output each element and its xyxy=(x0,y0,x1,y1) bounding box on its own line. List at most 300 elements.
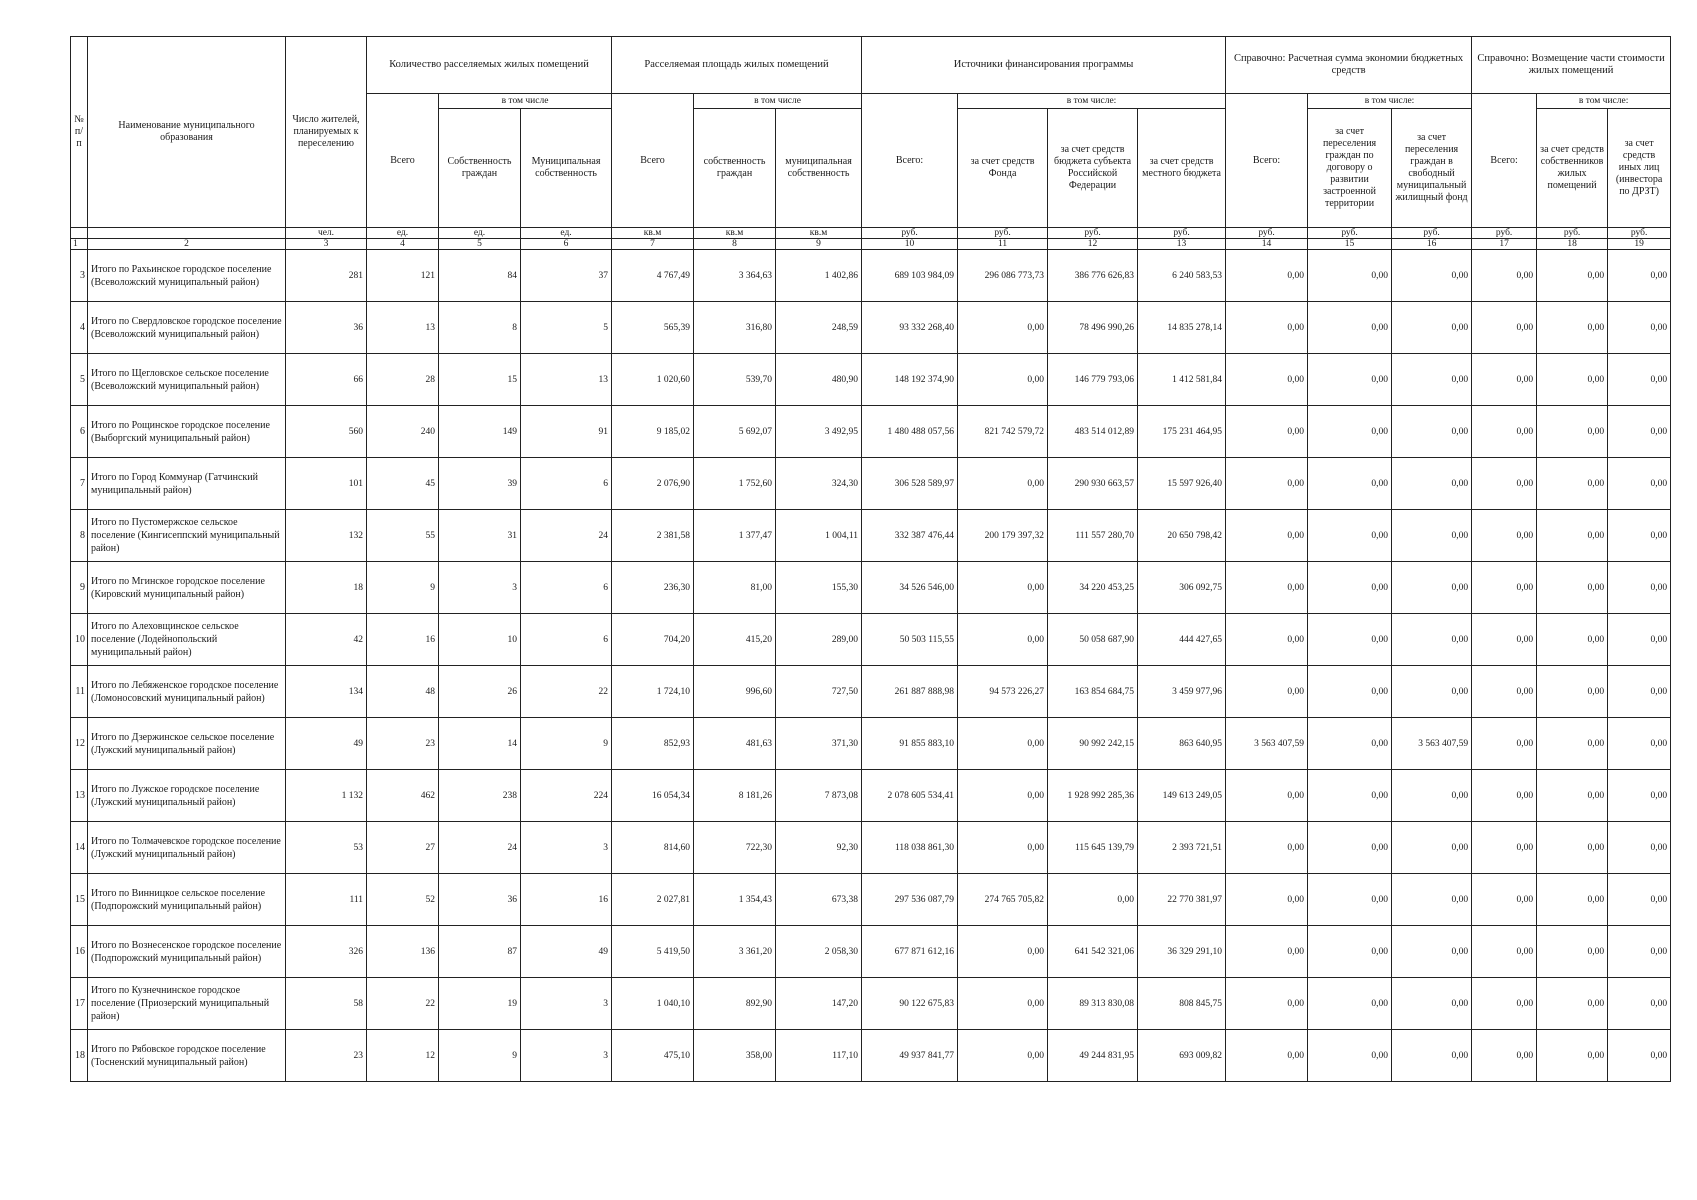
municipality-name-cell: Итого по Свердловское городское поселение (Всеволожский муниципальный район) xyxy=(88,302,286,354)
value-cell: 0,00 xyxy=(1392,302,1472,354)
value-cell: 852,93 xyxy=(612,718,694,770)
value-cell: 0,00 xyxy=(1472,406,1537,458)
column-number-cell: 10 xyxy=(862,239,958,250)
value-cell: 0,00 xyxy=(1392,250,1472,302)
value-cell: 0,00 xyxy=(1308,666,1392,718)
unit-cell: кв.м xyxy=(612,228,694,239)
value-cell: 0,00 xyxy=(1472,1030,1537,1082)
value-cell: 673,38 xyxy=(776,874,862,926)
column-number-cell: 3 xyxy=(286,239,367,250)
value-cell: 14 xyxy=(439,718,521,770)
value-cell: 0,00 xyxy=(958,614,1048,666)
value-cell: 0,00 xyxy=(958,562,1048,614)
value-cell: 0,00 xyxy=(1537,718,1608,770)
area-including-header: в том числе xyxy=(694,94,862,109)
column-number-cell: 11 xyxy=(958,239,1048,250)
value-cell: 0,00 xyxy=(1472,666,1537,718)
value-cell: 0,00 xyxy=(1472,510,1537,562)
value-cell: 0,00 xyxy=(1537,614,1608,666)
municipality-name-cell: Итого по Рощинское городское поселение (Выборгский муниципальный район) xyxy=(88,406,286,458)
value-cell: 6 xyxy=(521,458,612,510)
group-economy-header: Справочно: Расчетная сумма экономии бюджетных средств xyxy=(1226,37,1472,94)
value-cell: 0,00 xyxy=(1608,510,1671,562)
value-cell: 2 078 605 534,41 xyxy=(862,770,958,822)
table-row xyxy=(71,1030,1671,1082)
value-cell: 565,39 xyxy=(612,302,694,354)
value-cell: 0,00 xyxy=(1608,562,1671,614)
value-cell: 0,00 xyxy=(1608,874,1671,926)
table-row xyxy=(71,978,1671,1030)
value-cell: 0,00 xyxy=(1308,822,1392,874)
value-cell: 0,00 xyxy=(1537,1030,1608,1082)
value-cell: 0,00 xyxy=(1226,770,1308,822)
column-number-cell: 1 xyxy=(71,239,88,250)
value-cell: 1 928 992 285,36 xyxy=(1048,770,1138,822)
value-cell: 0,00 xyxy=(1608,978,1671,1030)
column-number-cell: 12 xyxy=(1048,239,1138,250)
value-cell: 91 855 883,10 xyxy=(862,718,958,770)
value-cell: 0,00 xyxy=(958,822,1048,874)
unit-cell: руб. xyxy=(1048,228,1138,239)
value-cell: 7 873,08 xyxy=(776,770,862,822)
value-cell: 1 480 488 057,56 xyxy=(862,406,958,458)
value-cell: 704,20 xyxy=(612,614,694,666)
value-cell: 132 xyxy=(286,510,367,562)
column-number-cell: 15 xyxy=(1308,239,1392,250)
value-cell: 0,00 xyxy=(1608,458,1671,510)
value-cell: 0,00 xyxy=(1537,822,1608,874)
value-cell: 24 xyxy=(521,510,612,562)
value-cell: 1 020,60 xyxy=(612,354,694,406)
count-municipal-header: Муниципальная собственность xyxy=(521,109,612,228)
value-cell: 155,30 xyxy=(776,562,862,614)
value-cell: 90 992 242,15 xyxy=(1048,718,1138,770)
value-cell: 677 871 612,16 xyxy=(862,926,958,978)
value-cell: 149 613 249,05 xyxy=(1138,770,1226,822)
value-cell: 0,00 xyxy=(958,718,1048,770)
row-number-cell: 11 xyxy=(71,666,88,718)
value-cell: 16 xyxy=(521,874,612,926)
value-cell: 0,00 xyxy=(1392,614,1472,666)
row-number-cell: 4 xyxy=(71,302,88,354)
value-cell: 0,00 xyxy=(1226,822,1308,874)
value-cell: 42 xyxy=(286,614,367,666)
value-cell: 175 231 464,95 xyxy=(1138,406,1226,458)
table-row xyxy=(71,666,1671,718)
area-municipal-header: муниципальная собственность xyxy=(776,109,862,228)
value-cell: 0,00 xyxy=(1392,874,1472,926)
value-cell: 0,00 xyxy=(958,354,1048,406)
unit-cell: руб. xyxy=(1308,228,1392,239)
value-cell: 0,00 xyxy=(1392,458,1472,510)
value-cell: 1 752,60 xyxy=(694,458,776,510)
group-count-header: Количество расселяемых жилых помещений xyxy=(367,37,612,94)
value-cell: 727,50 xyxy=(776,666,862,718)
value-cell: 1 132 xyxy=(286,770,367,822)
column-number-cell: 17 xyxy=(1472,239,1537,250)
value-cell: 3 492,95 xyxy=(776,406,862,458)
value-cell: 55 xyxy=(367,510,439,562)
municipality-name-cell: Итого по Кузнечнинское городское поселение (Приозерский муниципальный район) xyxy=(88,978,286,1030)
value-cell: 37 xyxy=(521,250,612,302)
row-number-cell: 6 xyxy=(71,406,88,458)
value-cell: 14 835 278,14 xyxy=(1138,302,1226,354)
value-cell: 0,00 xyxy=(1608,822,1671,874)
value-cell: 87 xyxy=(439,926,521,978)
column-number-cell: 13 xyxy=(1138,239,1226,250)
unit-cell: ед. xyxy=(367,228,439,239)
value-cell: 1 377,47 xyxy=(694,510,776,562)
row-number-cell: 8 xyxy=(71,510,88,562)
value-cell: 0,00 xyxy=(1472,978,1537,1030)
value-cell: 3 563 407,59 xyxy=(1392,718,1472,770)
table-header xyxy=(71,37,1671,250)
value-cell: 0,00 xyxy=(1608,770,1671,822)
municipality-name-cell: Итого по Толмачевское городское поселение (Лужский муниципальный район) xyxy=(88,822,286,874)
municipality-name-cell: Итого по Город Коммунар (Гатчинский муниципальный район) xyxy=(88,458,286,510)
value-cell: 101 xyxy=(286,458,367,510)
value-cell: 16 xyxy=(367,614,439,666)
value-cell: 24 xyxy=(439,822,521,874)
table-row xyxy=(71,458,1671,510)
value-cell: 3 361,20 xyxy=(694,926,776,978)
value-cell: 0,00 xyxy=(1537,874,1608,926)
value-cell: 0,00 xyxy=(1608,406,1671,458)
value-cell: 27 xyxy=(367,822,439,874)
value-cell: 50 503 115,55 xyxy=(862,614,958,666)
value-cell: 296 086 773,73 xyxy=(958,250,1048,302)
value-cell: 36 xyxy=(286,302,367,354)
table-row xyxy=(71,822,1671,874)
value-cell: 371,30 xyxy=(776,718,862,770)
value-cell: 49 xyxy=(286,718,367,770)
value-cell: 6 xyxy=(521,614,612,666)
econ-contract-header: за счет переселения граждан по договору о развитии застроенной территории xyxy=(1308,109,1392,228)
value-cell: 3 364,63 xyxy=(694,250,776,302)
value-cell: 560 xyxy=(286,406,367,458)
value-cell: 0,00 xyxy=(1608,250,1671,302)
value-cell: 0,00 xyxy=(1392,354,1472,406)
value-cell: 0,00 xyxy=(1226,926,1308,978)
value-cell: 0,00 xyxy=(1308,510,1392,562)
value-cell: 0,00 xyxy=(1226,250,1308,302)
municipality-name-cell: Итого по Алеховщинское сельское поселение (Лодейнопольский муниципальный район) xyxy=(88,614,286,666)
table-row xyxy=(71,354,1671,406)
municipality-name-cell: Итого по Дзержинское сельское поселение (Лужский муниципальный район) xyxy=(88,718,286,770)
column-number-cell: 8 xyxy=(694,239,776,250)
value-cell: 2 076,90 xyxy=(612,458,694,510)
value-cell: 2 393 721,51 xyxy=(1138,822,1226,874)
value-cell: 444 427,65 xyxy=(1138,614,1226,666)
value-cell: 4 767,49 xyxy=(612,250,694,302)
column-number-cell: 18 xyxy=(1537,239,1608,250)
value-cell: 52 xyxy=(367,874,439,926)
value-cell: 28 xyxy=(367,354,439,406)
unit-cell: руб. xyxy=(1392,228,1472,239)
value-cell: 0,00 xyxy=(1308,458,1392,510)
value-cell: 462 xyxy=(367,770,439,822)
value-cell: 0,00 xyxy=(1608,718,1671,770)
value-cell: 0,00 xyxy=(1308,562,1392,614)
value-cell: 9 xyxy=(367,562,439,614)
table-row xyxy=(71,302,1671,354)
row-number-cell: 15 xyxy=(71,874,88,926)
value-cell: 236,30 xyxy=(612,562,694,614)
value-cell: 297 536 087,79 xyxy=(862,874,958,926)
municipality-name-cell: Итого по Лужское городское поселение (Лужский муниципальный район) xyxy=(88,770,286,822)
value-cell: 31 xyxy=(439,510,521,562)
value-cell: 0,00 xyxy=(1392,770,1472,822)
row-number-cell: 10 xyxy=(71,614,88,666)
value-cell: 0,00 xyxy=(1537,978,1608,1030)
value-cell: 6 240 583,53 xyxy=(1138,250,1226,302)
value-cell: 8 181,26 xyxy=(694,770,776,822)
value-cell: 22 xyxy=(521,666,612,718)
fin-fund-header: за счет средств Фонда xyxy=(958,109,1048,228)
value-cell: 0,00 xyxy=(1392,666,1472,718)
value-cell: 22 xyxy=(367,978,439,1030)
value-cell: 261 887 888,98 xyxy=(862,666,958,718)
value-cell: 111 xyxy=(286,874,367,926)
municipality-name-cell: Итого по Винницкое сельское поселение (Подпорожский муниципальный район) xyxy=(88,874,286,926)
table-row xyxy=(71,614,1671,666)
value-cell: 92,30 xyxy=(776,822,862,874)
comp-total-header: Всего: xyxy=(1472,94,1537,228)
value-cell: 0,00 xyxy=(1472,250,1537,302)
value-cell: 1 402,86 xyxy=(776,250,862,302)
value-cell: 3 xyxy=(439,562,521,614)
econ-total-header: Всего: xyxy=(1226,94,1308,228)
value-cell: 3 xyxy=(521,822,612,874)
column-number-cell: 4 xyxy=(367,239,439,250)
value-cell: 539,70 xyxy=(694,354,776,406)
value-cell: 274 765 705,82 xyxy=(958,874,1048,926)
value-cell: 415,20 xyxy=(694,614,776,666)
table-body xyxy=(71,250,1671,1082)
value-cell: 0,00 xyxy=(1537,770,1608,822)
value-cell: 814,60 xyxy=(612,822,694,874)
value-cell: 3 563 407,59 xyxy=(1226,718,1308,770)
comp-owners-header: за счет средств собственников жилых помещений xyxy=(1537,109,1608,228)
value-cell: 93 332 268,40 xyxy=(862,302,958,354)
area-private-header: собственность граждан xyxy=(694,109,776,228)
value-cell: 0,00 xyxy=(1226,458,1308,510)
value-cell: 94 573 226,27 xyxy=(958,666,1048,718)
column-number-cell: 5 xyxy=(439,239,521,250)
value-cell: 290 930 663,57 xyxy=(1048,458,1138,510)
value-cell: 281 xyxy=(286,250,367,302)
value-cell: 0,00 xyxy=(1472,718,1537,770)
value-cell: 50 058 687,90 xyxy=(1048,614,1138,666)
value-cell: 289,00 xyxy=(776,614,862,666)
value-cell: 49 937 841,77 xyxy=(862,1030,958,1082)
unit-cell: руб. xyxy=(862,228,958,239)
value-cell: 16 054,34 xyxy=(612,770,694,822)
value-cell: 689 103 984,09 xyxy=(862,250,958,302)
value-cell: 0,00 xyxy=(1308,770,1392,822)
value-cell: 147,20 xyxy=(776,978,862,1030)
value-cell: 0,00 xyxy=(1472,822,1537,874)
value-cell: 118 038 861,30 xyxy=(862,822,958,874)
value-cell: 2 058,30 xyxy=(776,926,862,978)
econ-including-header: в том числе: xyxy=(1308,94,1472,109)
row-number-cell: 14 xyxy=(71,822,88,874)
col-no-header: № п/п xyxy=(71,37,88,228)
value-cell: 821 742 579,72 xyxy=(958,406,1048,458)
value-cell: 0,00 xyxy=(1537,666,1608,718)
value-cell: 0,00 xyxy=(1226,1030,1308,1082)
group-area-header: Расселяемая площадь жилых помещений xyxy=(612,37,862,94)
value-cell: 121 xyxy=(367,250,439,302)
group-financing-header: Источники финансирования программы xyxy=(862,37,1226,94)
value-cell: 326 xyxy=(286,926,367,978)
value-cell: 89 313 830,08 xyxy=(1048,978,1138,1030)
value-cell: 332 387 476,44 xyxy=(862,510,958,562)
value-cell: 483 514 012,89 xyxy=(1048,406,1138,458)
value-cell: 15 xyxy=(439,354,521,406)
value-cell: 0,00 xyxy=(958,302,1048,354)
value-cell: 49 xyxy=(521,926,612,978)
resettlement-table xyxy=(70,36,1671,1082)
value-cell: 0,00 xyxy=(1226,666,1308,718)
value-cell: 0,00 xyxy=(1392,406,1472,458)
value-cell: 0,00 xyxy=(1308,1030,1392,1082)
value-cell: 0,00 xyxy=(1226,302,1308,354)
row-number-cell: 12 xyxy=(71,718,88,770)
value-cell: 0,00 xyxy=(1392,822,1472,874)
value-cell: 34 220 453,25 xyxy=(1048,562,1138,614)
unit-cell-empty xyxy=(71,228,88,239)
value-cell: 892,90 xyxy=(694,978,776,1030)
value-cell: 863 640,95 xyxy=(1138,718,1226,770)
row-number-cell: 16 xyxy=(71,926,88,978)
column-numbers-row xyxy=(71,239,1671,250)
value-cell: 20 650 798,42 xyxy=(1138,510,1226,562)
row-number-cell: 7 xyxy=(71,458,88,510)
value-cell: 136 xyxy=(367,926,439,978)
value-cell: 0,00 xyxy=(1308,614,1392,666)
value-cell: 324,30 xyxy=(776,458,862,510)
row-number-cell: 17 xyxy=(71,978,88,1030)
fin-subject-header: за счет средств бюджета субъекта Российской Федерации xyxy=(1048,109,1138,228)
value-cell: 0,00 xyxy=(1608,1030,1671,1082)
value-cell: 146 779 793,06 xyxy=(1048,354,1138,406)
count-including-header: в том числе xyxy=(439,94,612,109)
value-cell: 306 528 589,97 xyxy=(862,458,958,510)
table-row xyxy=(71,510,1671,562)
value-cell: 240 xyxy=(367,406,439,458)
value-cell: 3 459 977,96 xyxy=(1138,666,1226,718)
fin-local-header: за счет средств местного бюджета xyxy=(1138,109,1226,228)
value-cell: 248,59 xyxy=(776,302,862,354)
row-number-cell: 9 xyxy=(71,562,88,614)
row-number-cell: 13 xyxy=(71,770,88,822)
value-cell: 163 854 684,75 xyxy=(1048,666,1138,718)
value-cell: 45 xyxy=(367,458,439,510)
municipality-name-cell: Итого по Пустомержское сельское поселение (Кингисеппский муниципальный район) xyxy=(88,510,286,562)
municipality-name-cell: Итого по Рябовское городское поселение (Тосненский муниципальный район) xyxy=(88,1030,286,1082)
value-cell: 0,00 xyxy=(1537,510,1608,562)
value-cell: 23 xyxy=(367,718,439,770)
unit-cell-empty xyxy=(88,228,286,239)
value-cell: 0,00 xyxy=(1472,458,1537,510)
table-row xyxy=(71,250,1671,302)
value-cell: 0,00 xyxy=(1537,458,1608,510)
comp-others-header: за счет средств иных лиц (инвестора по ДРЗТ) xyxy=(1608,109,1671,228)
value-cell: 641 542 321,06 xyxy=(1048,926,1138,978)
value-cell: 0,00 xyxy=(1472,926,1537,978)
value-cell: 84 xyxy=(439,250,521,302)
value-cell: 49 244 831,95 xyxy=(1048,1030,1138,1082)
value-cell: 0,00 xyxy=(1392,926,1472,978)
value-cell: 2 027,81 xyxy=(612,874,694,926)
value-cell: 200 179 397,32 xyxy=(958,510,1048,562)
value-cell: 36 329 291,10 xyxy=(1138,926,1226,978)
value-cell: 111 557 280,70 xyxy=(1048,510,1138,562)
value-cell: 0,00 xyxy=(1472,354,1537,406)
unit-cell: руб. xyxy=(1226,228,1308,239)
value-cell: 8 xyxy=(439,302,521,354)
value-cell: 0,00 xyxy=(1472,302,1537,354)
value-cell: 693 009,82 xyxy=(1138,1030,1226,1082)
fin-total-header: Всего: xyxy=(862,94,958,228)
unit-cell: руб. xyxy=(958,228,1048,239)
value-cell: 90 122 675,83 xyxy=(862,978,958,1030)
value-cell: 808 845,75 xyxy=(1138,978,1226,1030)
value-cell: 386 776 626,83 xyxy=(1048,250,1138,302)
value-cell: 0,00 xyxy=(1472,614,1537,666)
value-cell: 316,80 xyxy=(694,302,776,354)
row-number-cell: 3 xyxy=(71,250,88,302)
count-total-header: Всего xyxy=(367,94,439,228)
value-cell: 10 xyxy=(439,614,521,666)
value-cell: 0,00 xyxy=(1308,406,1392,458)
table-row xyxy=(71,562,1671,614)
value-cell: 13 xyxy=(367,302,439,354)
value-cell: 48 xyxy=(367,666,439,718)
unit-cell: руб. xyxy=(1138,228,1226,239)
value-cell: 19 xyxy=(439,978,521,1030)
value-cell: 0,00 xyxy=(1472,874,1537,926)
value-cell: 1 004,11 xyxy=(776,510,862,562)
value-cell: 9 xyxy=(439,1030,521,1082)
count-private-header: Собственность граждан xyxy=(439,109,521,228)
value-cell: 1 040,10 xyxy=(612,978,694,1030)
value-cell: 12 xyxy=(367,1030,439,1082)
value-cell: 0,00 xyxy=(958,926,1048,978)
value-cell: 3 xyxy=(521,1030,612,1082)
municipality-name-cell: Итого по Мгинское городское поселение (Кировский муниципальный район) xyxy=(88,562,286,614)
value-cell: 66 xyxy=(286,354,367,406)
value-cell: 0,00 xyxy=(1608,666,1671,718)
value-cell: 475,10 xyxy=(612,1030,694,1082)
value-cell: 0,00 xyxy=(1392,978,1472,1030)
group-compensation-header: Справочно: Возмещение части стоимости жилых помещений xyxy=(1472,37,1671,94)
value-cell: 358,00 xyxy=(694,1030,776,1082)
value-cell: 238 xyxy=(439,770,521,822)
value-cell: 22 770 381,97 xyxy=(1138,874,1226,926)
table-row xyxy=(71,718,1671,770)
value-cell: 34 526 546,00 xyxy=(862,562,958,614)
resettlement-table-sheet xyxy=(70,36,1670,1082)
value-cell: 78 496 990,26 xyxy=(1048,302,1138,354)
value-cell: 0,00 xyxy=(1537,926,1608,978)
value-cell: 480,90 xyxy=(776,354,862,406)
econ-free-header: за счет переселения граждан в свободный муниципальный жилищный фонд xyxy=(1392,109,1472,228)
unit-cell: ед. xyxy=(521,228,612,239)
value-cell: 0,00 xyxy=(1608,302,1671,354)
value-cell: 0,00 xyxy=(1226,614,1308,666)
